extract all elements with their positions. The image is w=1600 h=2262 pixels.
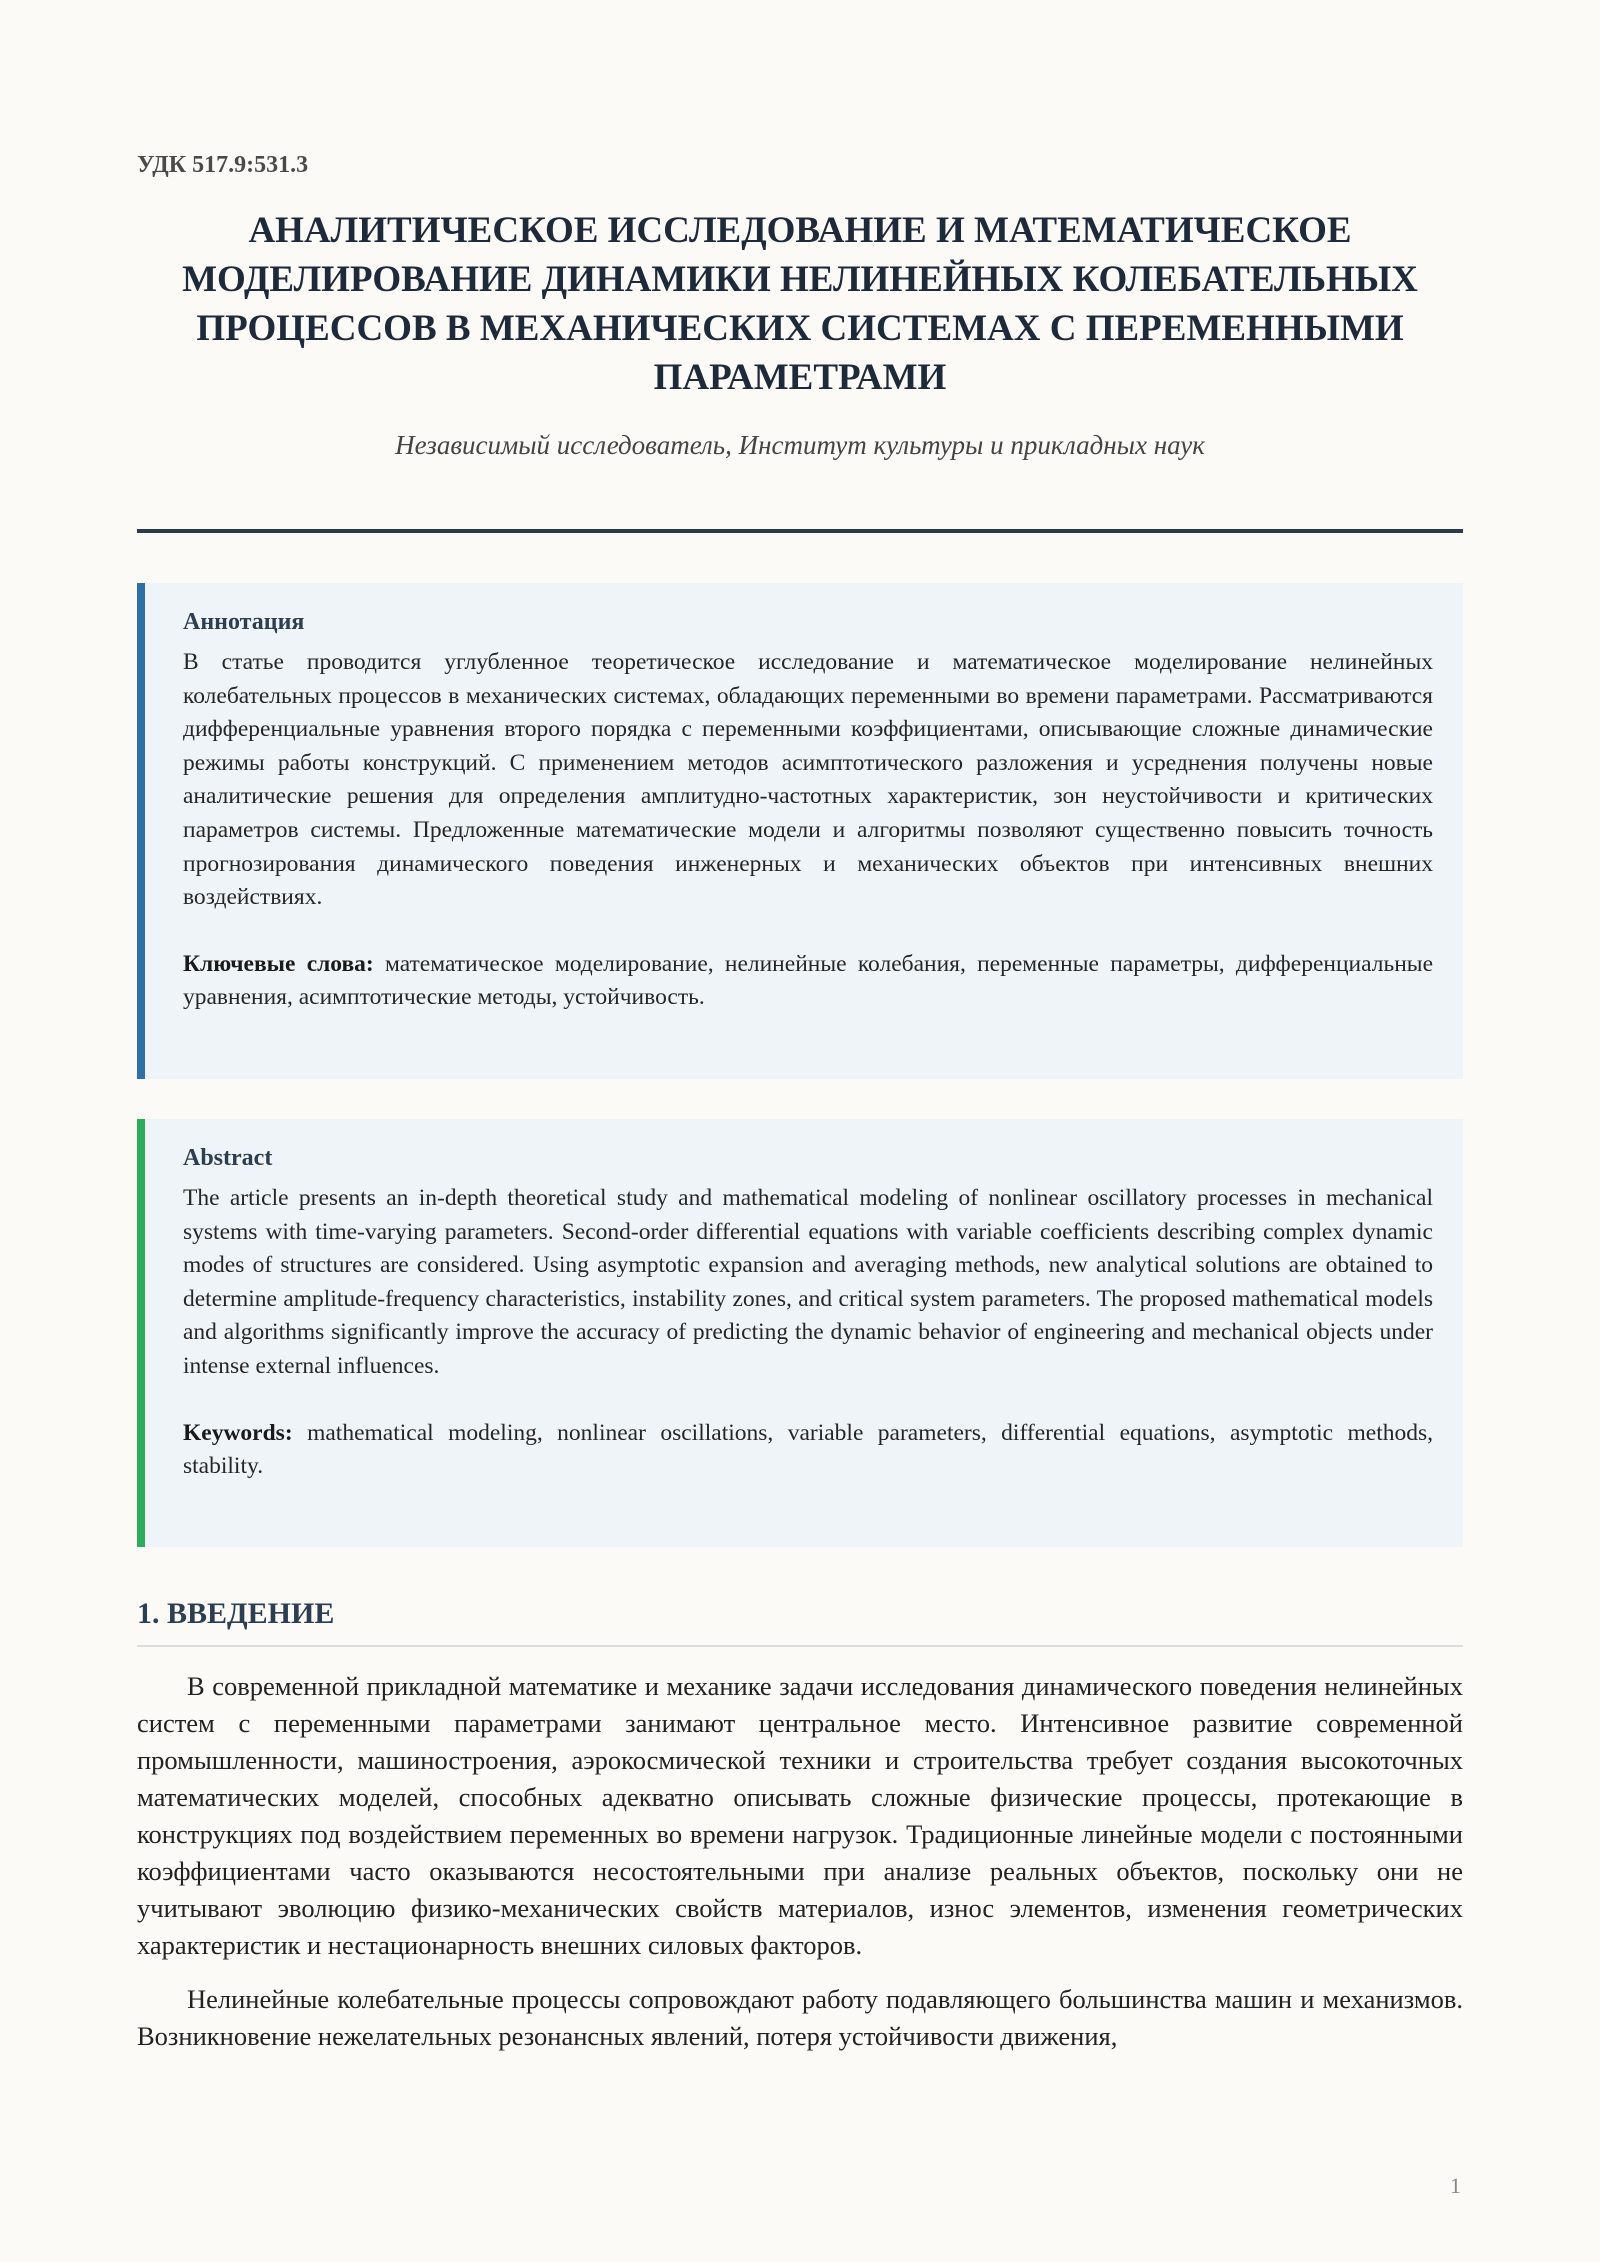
udk-code: УДК 517.9:531.3 [137,152,309,178]
body-paragraph: Нелинейные колебательные процессы сопровождают работу подавляющего большинства машин и механизмов. Возникновение нежелательных резонансных явлений, потеря устойчивости движения, [137,1984,1463,2051]
annotation-heading: Аннотация [183,609,305,635]
annotation-text: В статье проводится углубленное теоретическое исследование и математическое моделирование нелинейных колебательных процессов в механических системах, обладающих переменными во времени параметрами. Рассматриваются дифференциальные уравнения второго порядка с переменными коэффициентами, описывающие сложные динамические режимы работы конструкций. С применением методов асимптотического разложения и усреднения получены новые аналитические решения для определения амплитудно-частотных характеристик, зон неустойчивости и критических параметров системы. Предложенные математические модели и алгоритмы позволяют существенно повысить точность прогнозирования динамического поведения инженерных и механических объектов при интенсивных внешних воздействиях. [183,649,1433,911]
body-paragraph: В современной прикладной математике и механике задачи исследования динамического поведения нелинейных систем с переменными параметрами занимают центральное место. Интенсивное развитие современной промышленности, машиностроения, аэрокосмической техники и строительства требует создания высокоточных математических моделей, способных адекватно описывать сложные физические процессы, протекающие в конструкциях под воздействием переменных во времени нагрузок. Традиционные линейные модели с постоянными коэффициентами часто оказываются несостоятельными при анализе реальных объектов, поскольку они не учитывают эволюцию физико-механических свойств материалов, износ элементов, изменения геометрических характеристик и нестационарность внешних силовых факторов. [137,1671,1463,1960]
abstract-keywords [183,1417,1433,1484]
paper-title: АНАЛИТИЧЕСКОЕ ИССЛЕДОВАНИЕ И МАТЕМАТИЧЕСКОЕ МОДЕЛИРОВАНИЕ ДИНАМИКИ НЕЛИНЕЙНЫХ КОЛЕБАТЕЛЬНЫХ ПРОЦЕССОВ В МЕХАНИЧЕСКИХ СИСТЕМАХ С ПЕРЕМЕННЫМИ ПАРАМЕТРАМИ [182,210,1418,398]
title-divider [137,529,1463,533]
annotation-keywords-list: математическое моделирование, нелинейные колебания, переменные параметры, дифференциальные уравнения, асимптотические методы, устойчивость. [183,950,1433,1011]
page-number: 1 [1450,2173,1461,2198]
annotation-box [137,583,1463,1079]
section-body-introduction [137,1668,1463,2072]
annotation-keywords [183,948,1433,1015]
annotation-keywords-label: Ключевые слова: [183,950,374,977]
abstract-keywords-list: mathematical modeling, nonlinear oscillations, variable parameters, differential equations, asymptotic methods, stability. [183,1419,1434,1480]
author-affiliation: Независимый исследователь, Институт культуры и прикладных наук [395,430,1205,460]
section-heading-introduction: 1. ВВЕДЕНИЕ [137,1597,1463,1647]
abstract-box [137,1119,1463,1547]
abstract-heading: Abstract [183,1145,273,1171]
abstract-text: The article presents an in-depth theoretical study and mathematical modeling of nonlinear oscillatory processes in mechanical systems with time-varying parameters. Second-order differential equations with variable coefficients describing complex dynamic modes of structures are considered. Using asymptotic expansion and averaging methods, new analytical solutions are obtained to determine amplitude-frequency characteristics, instability zones, and critical system parameters. The proposed mathematical models and algorithms significantly improve the accuracy of predicting the dynamic behavior of engineering and mechanical objects under intense external influences. [183,1185,1433,1379]
abstract-keywords-label: Keywords: [183,1419,293,1446]
